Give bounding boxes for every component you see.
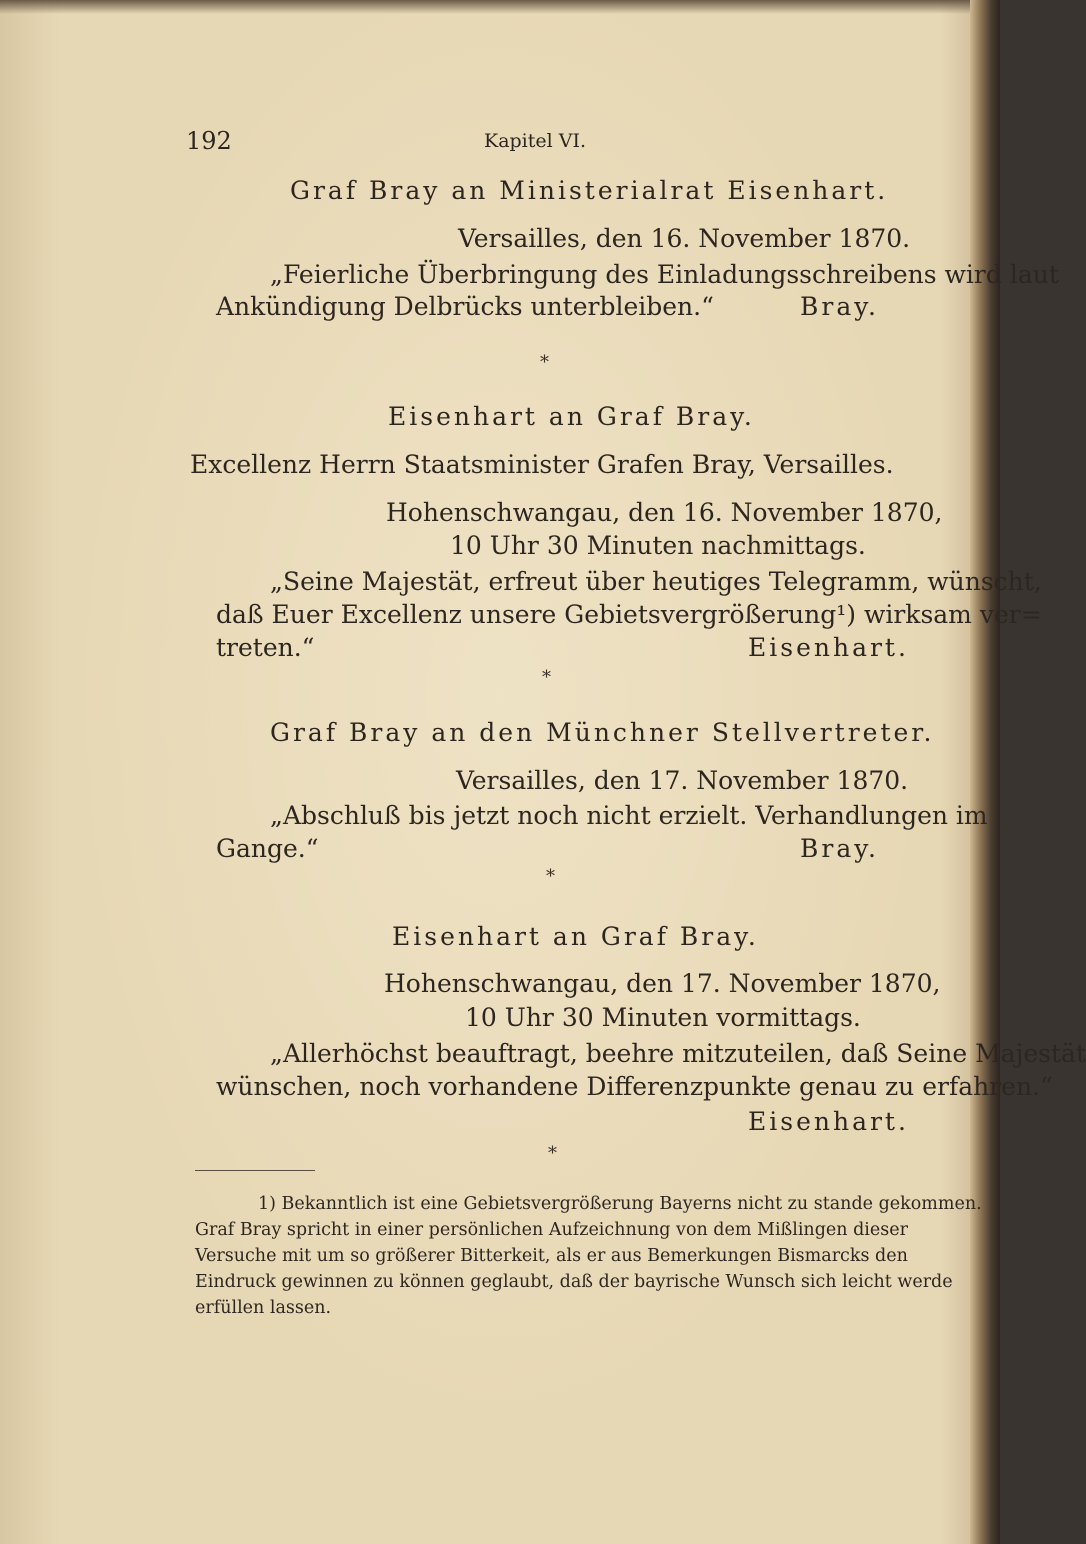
running-title: Kapitel VI. <box>484 130 587 152</box>
body-line: Ankündigung Delbrücks unterbleiben.“ <box>216 292 714 321</box>
body-line: „Abschluß bis jetzt noch nicht erzielt. Verhandlungen im <box>270 801 988 830</box>
separator-asterisk: * <box>542 667 551 688</box>
signature: Eisenhart. <box>748 633 909 662</box>
section-heading: Eisenhart an Graf Bray. <box>392 922 759 951</box>
place-date: Hohenschwangau, den 16. November 1870, <box>386 498 943 527</box>
book-binding <box>970 0 1000 1544</box>
body-line: treten.“ <box>216 633 315 662</box>
section-heading: Graf Bray an Ministerialrat Eisenhart. <box>290 176 889 205</box>
signature: Bray. <box>800 292 879 321</box>
footnote-line: 1) Bekanntlich ist eine Gebietsvergrößerung Bayerns nicht zu stande gekommen. <box>258 1194 982 1214</box>
page-top-edge <box>0 0 1000 14</box>
footnote-line: Graf Bray spricht in einer persönlichen Aufzeichnung von dem Mißlingen dieser <box>195 1220 908 1240</box>
body-line: „Feierliche Überbringung des Einladungsschreibens wird laut <box>270 260 1059 289</box>
section-heading: Graf Bray an den Münchner Stellvertreter. <box>270 718 935 747</box>
footnote-line: Versuche mit um so größerer Bitterkeit, als er aus Bemerkungen Bismarcks den <box>195 1246 908 1266</box>
body-line: daß Euer Excellenz unsere Gebietsvergrößerung¹) wirksam ver= <box>216 600 1042 629</box>
body-line: „Allerhöchst beauftragt, beehre mitzuteilen, daß Seine Majestät <box>270 1039 1086 1068</box>
separator-asterisk: * <box>540 352 549 373</box>
address-line: Excellenz Herrn Staatsminister Grafen Bray, Versailles. <box>190 450 894 479</box>
body-line: Gange.“ <box>216 834 319 863</box>
body-line: wünschen, noch vorhandene Differenzpunkte genau zu erfahren.“ <box>216 1072 1053 1101</box>
place-date: Versailles, den 17. November 1870. <box>456 766 909 795</box>
section-heading: Eisenhart an Graf Bray. <box>388 402 755 431</box>
signature: Bray. <box>800 834 879 863</box>
place-date: Versailles, den 16. November 1870. <box>458 224 911 253</box>
separator-asterisk: * <box>548 1143 557 1164</box>
body-line: „Seine Majestät, erfreut über heutiges Telegramm, wünscht, <box>270 567 1042 596</box>
footnote-rule <box>195 1170 315 1171</box>
signature: Eisenhart. <box>748 1107 909 1136</box>
place-date: Hohenschwangau, den 17. November 1870, <box>384 969 941 998</box>
separator-asterisk: * <box>546 866 555 887</box>
time-line: 10 Uhr 30 Minuten nachmittags. <box>450 531 866 560</box>
footnote-line: Eindruck gewinnen zu können geglaubt, daß der bayrische Wunsch sich leicht werde <box>195 1272 953 1292</box>
page-number: 192 <box>186 127 232 155</box>
footnote-line: erfüllen lassen. <box>195 1298 332 1318</box>
time-line: 10 Uhr 30 Minuten vormittags. <box>465 1003 861 1032</box>
